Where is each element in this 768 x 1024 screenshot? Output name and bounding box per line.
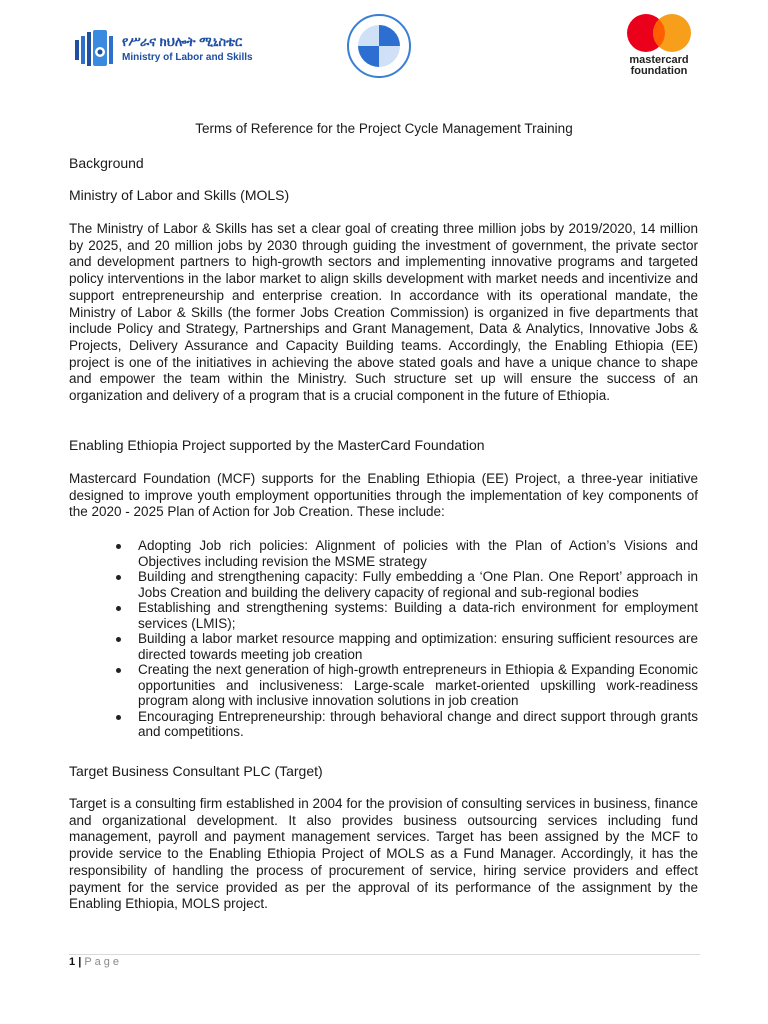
ee-heading: Enabling Ethiopia Project supported by the MasterCard Foundation bbox=[69, 437, 485, 453]
foundation-wordmark: foundation bbox=[630, 65, 688, 77]
bullet-text: Building and strengthening capacity: Fully embedding a ‘One Plan. One Report’ approach in Jobs Creation and building the delivery capacity of regional and sub-regional bodies bbox=[138, 569, 698, 600]
bullet-icon bbox=[116, 668, 121, 673]
mols-emblem-icon bbox=[74, 28, 116, 68]
mols-amharic-name: የሥራና ክህሎት ሚኒስቴር bbox=[122, 34, 243, 49]
bullet-text: Encouraging Entrepreneurship: through behavioral change and direct support through grants and competitions. bbox=[138, 708, 698, 739]
bullet-text: Establishing and strengthening systems: Building a data-rich environment for employment services (LMIS); bbox=[138, 600, 698, 631]
footer-divider bbox=[69, 954, 700, 955]
bullet-icon bbox=[116, 606, 121, 611]
mols-paragraph: The Ministry of Labor & Skills has set a clear goal of creating three million jobs by 2019/2020, 14 million by 2025, and 20 million jobs by 2030 through guiding the investment of government, the private sector and development partners to high-growth sectors and implementing innovative programs and targeted policy interventions in the labor market to align skills development with market needs and incentivize and support entrepreneurship and enterprise creation. In accordance with its operational mandate, the Ministry of Labor & Skills (the former Jobs Creation Commission) is organized in five departments that include Policy and Strategy, Partnerships and Grant Management, Data & Analytics, Innovative Jobs & Projects, Delivery Assurance and Capacity Building teams. Accordingly, the Enabling Ethiopia (EE) project is one of the initiatives in achieving the above stated goals and have a unique chance to shape and empower the team within the Ministry. Such structure set up will ensure the success of an organization and delivery of a program that is a crucial component in the future of Ethiopia. bbox=[69, 221, 698, 404]
target-heading: Target Business Consultant PLC (Target) bbox=[69, 763, 323, 779]
ee-bullet-list bbox=[69, 538, 698, 740]
bullet-icon bbox=[116, 715, 121, 720]
mastercard-foundation-logo bbox=[622, 13, 696, 77]
target-paragraph: Target is a consulting firm established in 2004 for the provision of consulting services in business, finance and organizational development. It also provides business outsourcing services including fund management, payroll and payment management services. Target has been assigned by the MCF to provide service to the Enabling Ethiopia Project of MOLS as a Fund Manager. Accordingly, it has the responsibility of handling the process of procurement of service, hiring service providers and effect payment for the service provided as per the approval of its performance of the assignment by the Enabling Ethiopia, MOLS project. bbox=[69, 796, 698, 912]
bullet-icon bbox=[116, 637, 121, 642]
list-item bbox=[69, 709, 698, 740]
mols-heading: Ministry of Labor and Skills (MOLS) bbox=[69, 187, 290, 203]
bullet-icon bbox=[116, 575, 121, 580]
enabling-ethiopia-logo-icon bbox=[346, 13, 412, 79]
ee-paragraph: Mastercard Foundation (MCF) supports for the Enabling Ethiopia (EE) Project, a three-year initiative designed to improve youth employment opportunities through the implementation of key components of the 2020 - 2025 Plan of Action for Job Creation. These include: bbox=[69, 471, 698, 520]
list-item bbox=[69, 538, 698, 569]
list-item bbox=[69, 569, 698, 600]
mols-logo bbox=[74, 26, 274, 70]
page-footer bbox=[69, 956, 122, 968]
bullet-text: Adopting Job rich policies: Alignment of policies with the Plan of Action’s Visions and Objectives including revision the MSME strategy bbox=[138, 538, 698, 569]
list-item bbox=[69, 600, 698, 631]
list-item bbox=[69, 631, 698, 662]
background-heading: Background bbox=[69, 155, 144, 171]
bullet-text: Creating the next generation of high-growth entrepreneurs in Ethiopia & Expanding Economic opportunities and inclusiveness: Large-scale market-oriented upskilling work-readiness program along with inclusive innovation solutions in job creation bbox=[138, 662, 698, 708]
list-item bbox=[69, 662, 698, 709]
mols-english-name: Ministry of Labor and Skills bbox=[122, 52, 253, 63]
document-title: Terms of Reference for the Project Cycle Management Training bbox=[195, 121, 573, 136]
page-number: 1 bbox=[69, 956, 76, 968]
mastercard-circles-icon bbox=[625, 13, 693, 53]
bullet-icon bbox=[116, 544, 121, 549]
page-separator: | bbox=[78, 956, 82, 968]
page-label: Page bbox=[84, 956, 123, 968]
bullet-text: Building a labor market resource mapping and optimization: ensuring sufficient resources are directed towards meeting job creation bbox=[138, 631, 698, 662]
mastercard-wordmark: mastercard bbox=[629, 54, 689, 66]
